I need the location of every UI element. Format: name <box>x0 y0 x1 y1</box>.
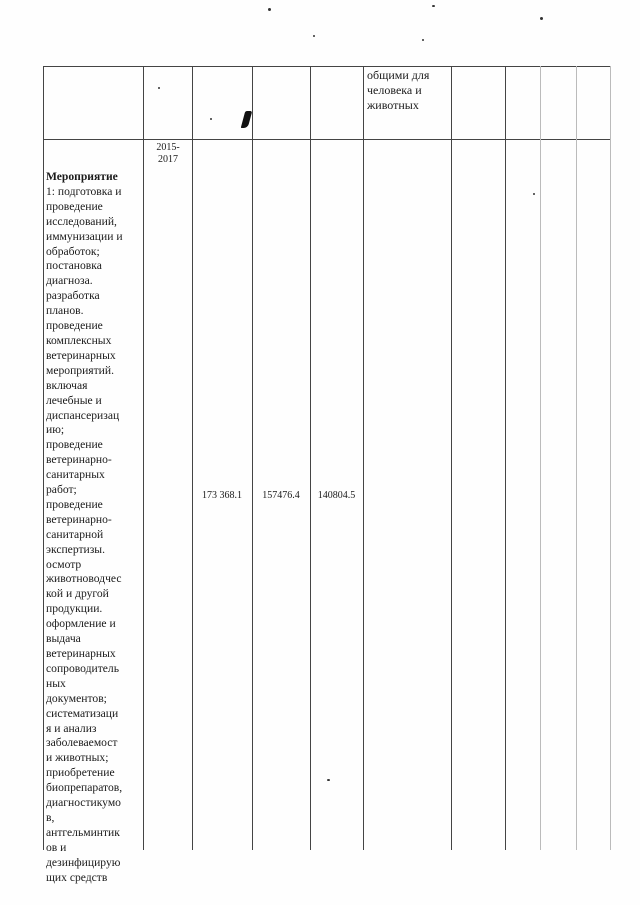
scan-speck <box>313 35 315 37</box>
scan-speck <box>268 8 271 11</box>
scan-speck <box>158 87 160 89</box>
activity-label: Мероприятие <box>46 170 118 183</box>
ink-blot <box>241 111 253 128</box>
scan-speck <box>210 118 212 120</box>
scan-speck <box>533 193 535 195</box>
value-cell-2: 157476.4 <box>262 490 300 501</box>
column-border <box>252 66 253 850</box>
scan-speck <box>422 39 424 41</box>
column-border <box>610 66 611 850</box>
table-top-border <box>43 66 610 67</box>
column-border <box>43 66 44 850</box>
scan-speck <box>327 779 330 781</box>
top-row-note: общими для человека и животных <box>367 68 430 112</box>
activity-description-cell <box>46 170 142 886</box>
column-border <box>363 66 364 850</box>
value-cell-1: 173 368.1 <box>202 490 242 501</box>
activity-description: 1: подготовка и проведение исследований, иммунизации и обработок; постановка диагноза. разработка планов. проведение комплексных ветеринарных мероприятий. включая лечебные и диспансеризац ию; проведение ветеринарно- санитарных работ; проведение ветеринарно- санитарной экспертизы. осмотр животноводчес кой и другой продукции. оформление и выдача ветеринарных сопроводитель ных документов; систематизаци я и анализ заболеваемост и животных; приобретение биопрепаратов, диагностикумо в, антгельминтик ов и дезинфицирую щих средств <box>46 184 123 884</box>
column-border <box>451 66 452 850</box>
column-border <box>576 66 577 850</box>
column-border <box>192 66 193 850</box>
row-divider <box>43 139 610 140</box>
scan-speck <box>432 5 435 7</box>
column-border <box>143 66 144 850</box>
column-border <box>540 66 541 850</box>
column-border <box>310 66 311 850</box>
value-cell-3: 140804.5 <box>317 490 356 501</box>
column-border <box>505 66 506 850</box>
years-cell: 2015- 2017 <box>156 142 180 165</box>
scan-speck <box>540 17 543 20</box>
